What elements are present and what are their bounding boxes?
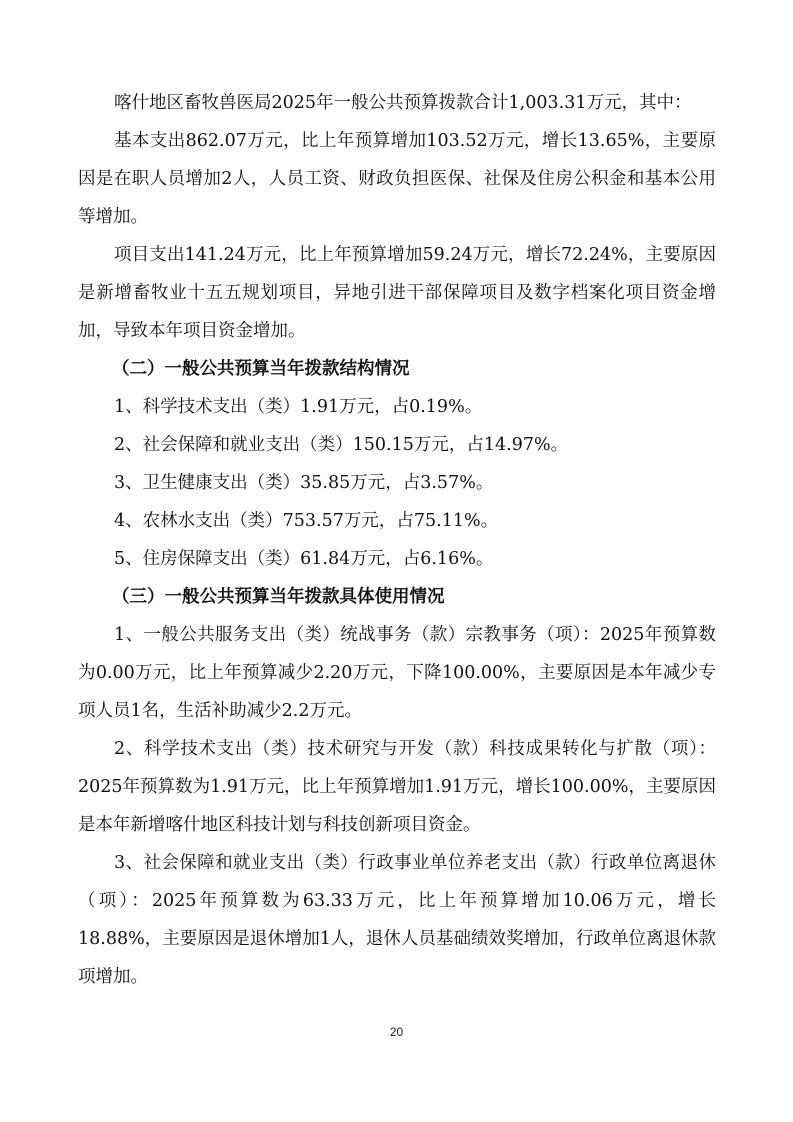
section-2-heading: （二）一般公共预算当年拨款结构情况 [112, 359, 410, 379]
section-3-heading: （三）一般公共预算当年拨款具体使用情况 [112, 587, 445, 607]
structure-item-1: 1、科学技术支出（类）1.91万元，占0.19%。 [114, 397, 483, 417]
page-number: 20 [389, 1025, 404, 1039]
project-expenditure-paragraph: 项目支出141.24万元，比上年预算增加59.24万元，增长72.24%，主要原因是新增畜牧业十五五规划项目，异地引进干部保障项目及数字档案化项目资金增加，导致本年项目资金增加。 [78, 245, 716, 341]
structure-item-4: 4、农林水支出（类）753.57万元，占75.11%。 [114, 511, 499, 531]
usage-paragraph-2: 2、科学技术支出（类）技术研究与开发（款）科技成果转化与扩散（项）：2025年预算数为1.91万元，比上年预算增加1.91万元，增长100.00%，主要原因是本年新增喀什地区科技计划与科技创新项目资金。 [78, 739, 716, 835]
basic-expenditure-paragraph: 基本支出862.07万元，比上年预算增加103.52万元，增长13.65%，主要原因是在职人员增加2人，人员工资、财政负担医保、社保及住房公积金和基本公用等增加。 [78, 131, 716, 227]
usage-paragraph-1: 1、一般公共服务支出（类）统战事务（款）宗教事务（项）：2025年预算数为0.00万元，比上年预算减少2.20万元，下降100.00%，主要原因是本年减少专项人员1名，生活补助减少2.2万元。 [78, 625, 716, 721]
structure-item-2: 2、社会保障和就业支出（类）150.15万元，占14.97%。 [114, 435, 569, 455]
structure-item-5: 5、住房保障支出（类）61.84万元，占6.16%。 [114, 549, 494, 569]
intro-summary-paragraph: 喀什地区畜牧兽医局2025年一般公共预算拨款合计1,003.31万元，其中： [114, 93, 692, 113]
structure-item-3: 3、卫生健康支出（类）35.85万元，占3.57%。 [114, 473, 494, 493]
document-body [78, 84, 716, 996]
usage-paragraph-3: 3、社会保障和就业支出（类）行政事业单位养老支出（款）行政单位离退休（项）：2025年预算数为63.33万元，比上年预算增加10.06万元，增长18.88%，主要原因是退休增加1人，退休人员基础绩效奖增加，行政单位离退休款项增加。 [78, 853, 716, 987]
